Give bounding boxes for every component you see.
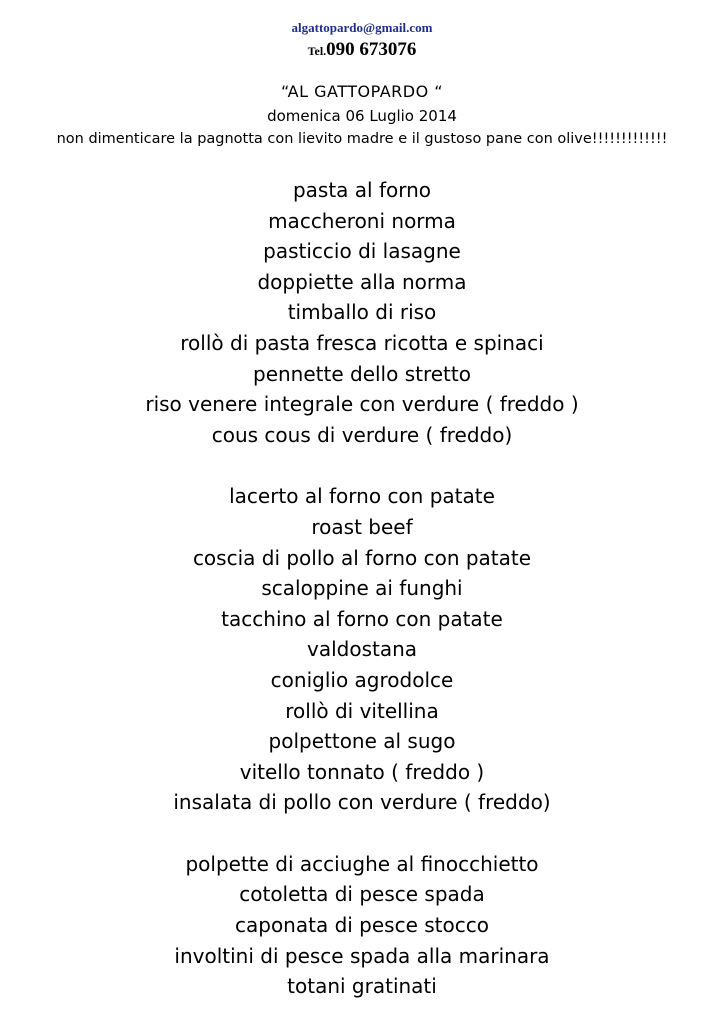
menu-item: cous cous di verdure ( freddo) <box>211 422 513 447</box>
menu-item: totani gratinati <box>287 974 437 999</box>
restaurant-title: “AL GATTOPARDO “ <box>280 82 444 101</box>
bread-note: non dimenticare la pagnotta con lievito madre e il gustoso pane con olive!!!!!!!!!!!!! <box>56 131 668 147</box>
menu-section-secondi-pesce <box>0 849 724 1002</box>
menu-item: cotoletta di pesce spada <box>239 882 485 907</box>
phone-number: 090 673076 <box>326 39 417 60</box>
menu-date: domenica 06 Luglio 2014 <box>267 107 457 125</box>
menu-item: coscia di pollo al forno con patate <box>192 545 532 570</box>
menu-item: vitello tonnato ( freddo ) <box>239 759 485 784</box>
menu-item: polpettone al sugo <box>268 729 456 754</box>
email-address: algattopardo@gmail.com <box>291 20 433 35</box>
menu-list <box>0 175 724 1033</box>
menu-item: riso venere integrale con verdure ( freddo ) <box>145 392 579 417</box>
menu-item: coniglio agrodolce <box>270 667 454 692</box>
menu-item: lacerto al forno con patate <box>229 484 495 509</box>
menu-item: timballo di riso <box>287 300 437 325</box>
menu-item: roast beef <box>311 514 413 539</box>
menu-item: rollò di vitellina <box>285 698 439 723</box>
menu-item: pasticcio di lasagne <box>263 239 461 264</box>
menu-item: polpette di acciughe al finocchietto <box>185 851 539 876</box>
menu-item: involtini di pesce spada alla marinara <box>174 943 550 968</box>
menu-item: doppiette alla norma <box>257 269 467 294</box>
menu-item: pennette dello stretto <box>253 361 471 386</box>
menu-item: tacchino al forno con patate <box>221 606 503 631</box>
phone-label: Tel. <box>307 44 327 58</box>
phone-line <box>0 38 724 63</box>
menu-item: rollò di pasta fresca ricotta e spinaci <box>180 330 544 355</box>
menu-section-primi <box>0 175 724 450</box>
menu-item: scaloppine ai funghi <box>261 576 463 601</box>
menu-item: maccheroni norma <box>268 208 456 233</box>
menu-item: caponata di pesce stocco <box>235 913 489 938</box>
menu-section-secondi-carne <box>0 481 724 818</box>
menu-item: insalata di pollo con verdure ( freddo) <box>173 790 551 815</box>
menu-item: valdostana <box>306 637 418 662</box>
menu-item: pasta al forno <box>292 178 432 202</box>
